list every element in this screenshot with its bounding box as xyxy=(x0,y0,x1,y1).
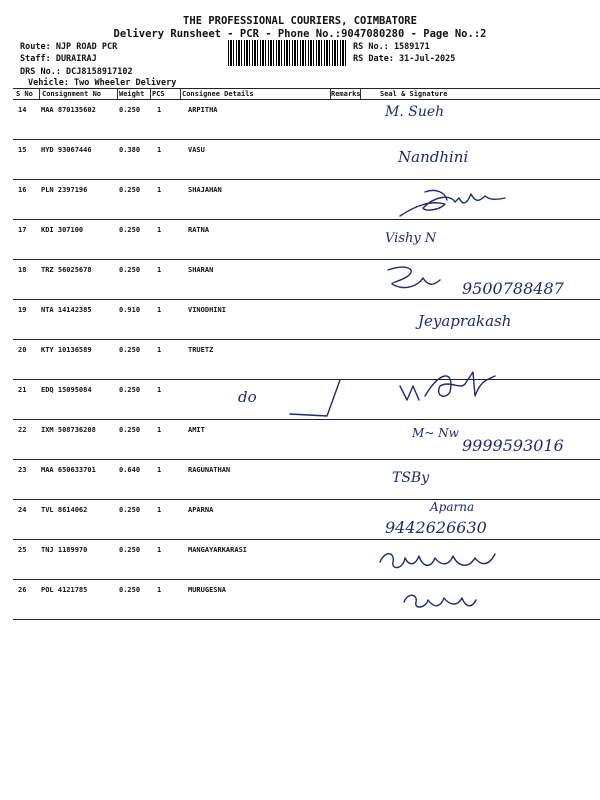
row-sno: 17 xyxy=(18,226,27,234)
row-sno: 19 xyxy=(18,306,27,314)
row-sno: 26 xyxy=(18,586,27,594)
rs-number: RS No.: 1589171 xyxy=(353,42,430,52)
row-weight: 0.250 xyxy=(119,106,141,114)
route-label: Route: NJP ROAD PCR xyxy=(20,42,118,52)
rs-date: RS Date: 31-Jul-2025 xyxy=(353,54,456,64)
signature-row-14: M. Sueh xyxy=(385,104,445,120)
row-sno: 24 xyxy=(18,506,27,514)
row-weight: 0.250 xyxy=(119,386,141,394)
row-consignee: SHAJAHAN xyxy=(188,186,222,194)
staff-label: Staff: DURAIRAJ xyxy=(20,54,97,64)
row-pcs: 1 xyxy=(157,266,162,274)
row-pcs: 1 xyxy=(157,146,162,154)
col-header-consignee: Consignee Details xyxy=(182,90,254,98)
signature-row-18 xyxy=(378,262,448,296)
table-row xyxy=(13,499,600,539)
phone-row-22: 9999593016 xyxy=(462,436,564,455)
signature-row-22: M~ Nw xyxy=(412,426,459,440)
row-consignee: TRUETZ xyxy=(188,346,214,354)
row-consignee: APARNA xyxy=(188,506,214,514)
col-divider xyxy=(39,88,40,99)
signature-row-26 xyxy=(396,586,486,616)
row-consignment: HYD 93067446 xyxy=(41,146,92,154)
table-row xyxy=(13,459,600,499)
row-sno: 22 xyxy=(18,426,27,434)
row-pcs: 1 xyxy=(157,346,162,354)
row-consignment: TRZ 56025678 xyxy=(41,266,92,274)
col-header-weight: Weight xyxy=(119,90,145,98)
row-weight: 0.250 xyxy=(119,506,141,514)
row-consignee: ARPITHA xyxy=(188,106,218,114)
signature-row-21 xyxy=(395,366,515,410)
row-weight: 0.250 xyxy=(119,586,141,594)
row-weight: 0.910 xyxy=(119,306,141,314)
row-weight: 0.640 xyxy=(119,466,141,474)
row-consignment: TNJ 1189970 xyxy=(41,546,88,554)
row-consignment: NTA 14142385 xyxy=(41,306,92,314)
row-pcs: 1 xyxy=(157,546,162,554)
table-row xyxy=(13,99,600,139)
signature-row-19: Jeyaprakash xyxy=(418,312,512,330)
row-consignment: KDI 307100 xyxy=(41,226,84,234)
row-consignee: MANGAYARKARASI xyxy=(188,546,248,554)
col-divider xyxy=(150,88,151,99)
col-header-sno: S No xyxy=(16,90,33,98)
phone-row-18: 9500788487 xyxy=(462,279,564,298)
remark-row-21: do xyxy=(238,388,257,406)
table-top-border xyxy=(13,88,600,89)
row-consignee: SHARAN xyxy=(188,266,214,274)
row-consignee: AMIT xyxy=(188,426,205,434)
col-divider xyxy=(180,88,181,99)
row-pcs: 1 xyxy=(157,306,162,314)
signature-row-24: Aparna xyxy=(430,500,475,514)
table-row xyxy=(13,139,600,179)
table-row xyxy=(13,579,600,619)
row-consignment: MAA 650633701 xyxy=(41,466,96,474)
signature-row-15: Nandhini xyxy=(398,148,469,166)
phone-row-24: 9442626630 xyxy=(385,518,487,537)
ditto-arrow xyxy=(285,376,355,422)
row-consignment: EDQ 15095084 xyxy=(41,386,92,394)
row-weight: 0.380 xyxy=(119,146,141,154)
vehicle-label: Vehicle: Two Wheeler Delivery xyxy=(28,78,177,88)
row-consignment: POL 4121785 xyxy=(41,586,88,594)
row-pcs: 1 xyxy=(157,466,162,474)
signature-row-17: Vishy N xyxy=(385,231,437,246)
row-weight: 0.250 xyxy=(119,426,141,434)
table-row xyxy=(13,299,600,339)
row-pcs: 1 xyxy=(157,386,162,394)
row-consignee: RATNA xyxy=(188,226,210,234)
row-pcs: 1 xyxy=(157,506,162,514)
signature-row-25 xyxy=(375,544,515,578)
runsheet-title: Delivery Runsheet - PCR - Phone No.:9047080280 - Page No.:2 xyxy=(113,28,487,40)
row-consignee: RAGUNATHAN xyxy=(188,466,231,474)
drs-number: DRS No.: DCJ8158917102 xyxy=(20,67,133,77)
company-name: THE PROFESSIONAL COURIERS, COIMBATORE xyxy=(183,15,417,27)
signature-row-23: TSBy xyxy=(392,470,430,486)
row-consignment: TVL 8614062 xyxy=(41,506,88,514)
row-sno: 20 xyxy=(18,346,27,354)
col-header-consignment: Consignment No xyxy=(42,90,102,98)
signature-row-16 xyxy=(395,186,525,226)
row-pcs: 1 xyxy=(157,226,162,234)
row-sno: 18 xyxy=(18,266,27,274)
barcode xyxy=(228,40,346,66)
row-sno: 16 xyxy=(18,186,27,194)
row-sno: 21 xyxy=(18,386,27,394)
row-consignment: KTY 10136589 xyxy=(41,346,92,354)
row-weight: 0.250 xyxy=(119,346,141,354)
col-header-signature: Seal & Signature xyxy=(380,90,448,98)
col-header-pcs: PCS xyxy=(152,90,165,98)
row-weight: 0.250 xyxy=(119,546,141,554)
row-pcs: 1 xyxy=(157,586,162,594)
row-pcs: 1 xyxy=(157,106,162,114)
row-sno: 23 xyxy=(18,466,27,474)
row-sno: 14 xyxy=(18,106,27,114)
row-consignee: VINODHINI xyxy=(188,306,226,314)
row-weight: 0.250 xyxy=(119,186,141,194)
row-consignee: VASU xyxy=(188,146,205,154)
row-weight: 0.250 xyxy=(119,266,141,274)
row-pcs: 1 xyxy=(157,426,162,434)
row-consignment: PLN 2397196 xyxy=(41,186,88,194)
col-divider xyxy=(117,88,118,99)
col-header-remarks: Remarks xyxy=(331,90,361,98)
row-pcs: 1 xyxy=(157,186,162,194)
row-sno: 25 xyxy=(18,546,27,554)
row-sno: 15 xyxy=(18,146,27,154)
row-consignment: IXM 508736208 xyxy=(41,426,96,434)
row-consignment: MAA 870135602 xyxy=(41,106,96,114)
table-bottom-border xyxy=(13,619,600,620)
row-consignee: MURUGESNA xyxy=(188,586,226,594)
row-weight: 0.250 xyxy=(119,226,141,234)
